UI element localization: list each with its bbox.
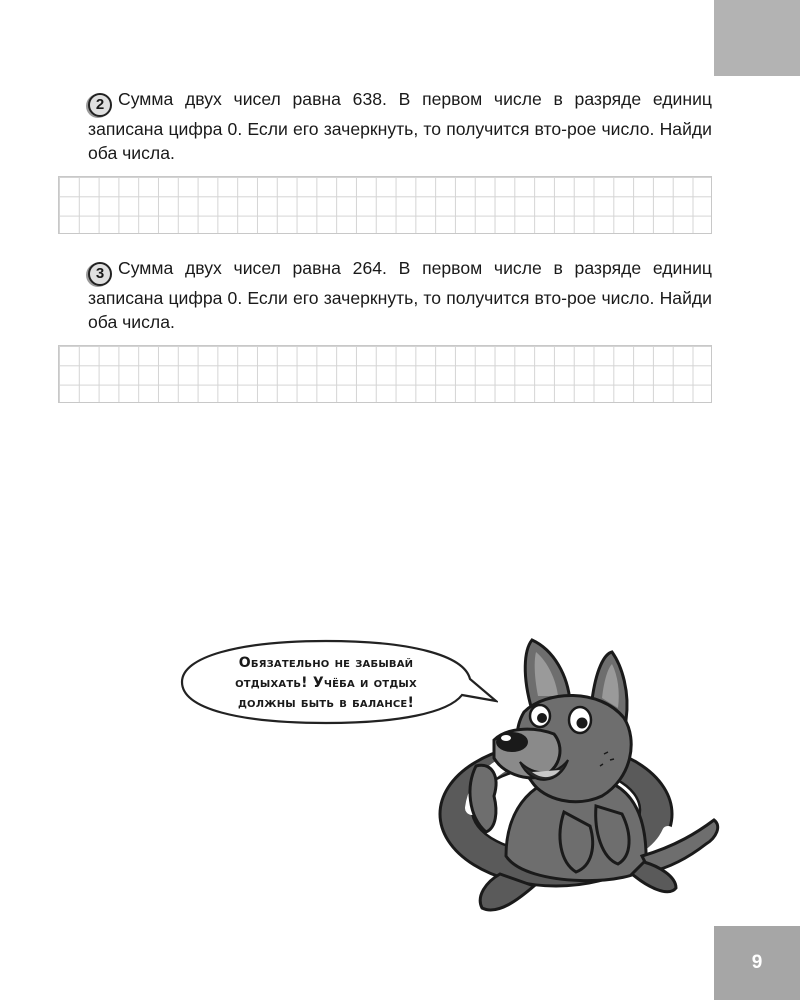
task-3 — [88, 256, 712, 334]
task-2 — [88, 87, 712, 165]
corner-tab — [714, 0, 800, 76]
dog-swim-ring-illustration — [436, 636, 732, 928]
task-3-text — [88, 256, 712, 334]
task-3-number-badge: 3 — [88, 262, 112, 286]
task-2-statement: Сумма двух чисел равна 638. В первом числе в разряде единиц записана цифра 0. Если его зачеркнуть, то получится вто-рое число. Найди оба числа. — [88, 89, 712, 163]
task-2-text — [88, 87, 712, 165]
task-2-number-badge: 2 — [88, 93, 112, 117]
task-3-statement: Сумма двух чисел равна 264. В первом числе в разряде единиц записана цифра 0. Если его зачеркнуть, то получится вто-рое число. Найди оба числа. — [88, 258, 712, 332]
speech-line-2: отдыхать! Учёба и отдых — [235, 675, 417, 691]
answer-grid-task-2[interactable] — [58, 176, 712, 234]
speech-line-3: должны быть в балансе! — [237, 695, 415, 711]
page-number: 9 — [714, 926, 800, 1000]
speech-line-1: Обязательно не забывай — [238, 655, 414, 671]
answer-grid-task-3[interactable] — [58, 345, 712, 403]
speech-bubble — [178, 637, 474, 727]
speech-bubble-text — [198, 653, 454, 713]
